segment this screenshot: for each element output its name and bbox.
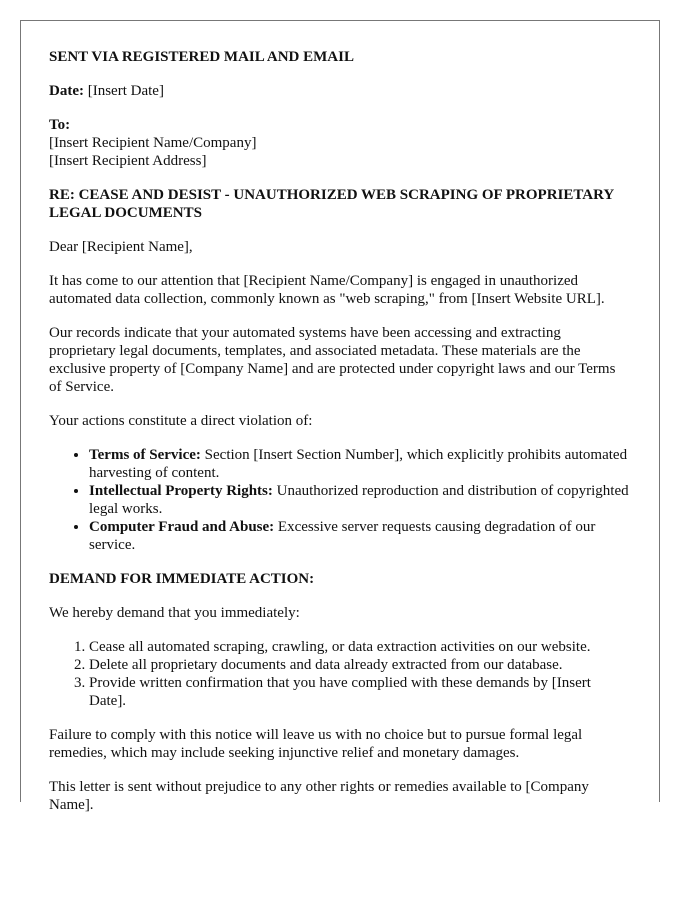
list-item [89,446,631,482]
violations-intro: Your actions constitute a direct violation of: [49,413,313,429]
date-label: Date: [49,83,84,99]
recipient-address: [Insert Recipient Address] [49,153,207,169]
list-item: 1. Cease all automated scraping, crawling, or data extraction activities on our website. [89,638,631,656]
list-item: 2. Delete all proprietary documents and data already extracted from our database. [89,656,631,674]
violation-text: Unauthorized reproduction and distribution of copyrighted legal works. [89,483,629,517]
recipient-name: [Insert Recipient Name/Company] [49,135,257,151]
list-item [89,518,631,554]
paragraph-attention: It has come to our attention that [Recipient Name/Company] is engaged in unauthorized automated data collection, commonly known as "web scraping," from [Insert Website URL]. [49,273,605,307]
list-item: 3. Provide written confirmation that you have complied with these demands by [Insert Date]. [89,674,631,710]
recipient-block [49,116,631,170]
paragraph-truncated: This letter is sent without prejudice to any other rights or remedies available to [Company Name]. [49,779,589,813]
paragraph-failure: Failure to comply with this notice will leave us with no choice but to pursue formal legal remedies, which may include seeking injunctive relief and monetary damages. [49,727,583,761]
demands-list [49,638,631,710]
subject-line: RE: CEASE AND DESIST - UNAUTHORIZED WEB SCRAPING OF PROPRIETARY LEGAL DOCUMENTS [49,187,614,221]
demand-heading: DEMAND FOR IMMEDIATE ACTION: [49,571,315,587]
letter-page [20,20,660,813]
date-value: [Insert Date] [87,83,164,99]
violation-term: Computer Fraud and Abuse: [89,519,275,535]
violation-term: Terms of Service: [89,447,201,463]
demand-intro: We hereby demand that you immediately: [49,605,300,621]
list-item [89,482,631,518]
to-label: To: [49,117,71,133]
violation-text: Section [Insert Section Number], which explicitly prohibits automated harvesting of content. [89,447,628,481]
violation-term: Intellectual Property Rights: [89,483,273,499]
letter-body [21,21,659,814]
date-line [49,82,631,100]
salutation: Dear [Recipient Name], [49,239,193,255]
paragraph-records: Our records indicate that your automated systems have been accessing and extracting proprietary legal documents, templates, and associated metadata. These materials are the exclusive property of [Company Name] and are protected under copyright laws and our Terms of Service. [49,325,616,395]
violation-text: Excessive server requests causing degradation of our service. [89,519,596,553]
violations-list [49,446,631,554]
sent-via-line: SENT VIA REGISTERED MAIL AND EMAIL [49,49,354,65]
